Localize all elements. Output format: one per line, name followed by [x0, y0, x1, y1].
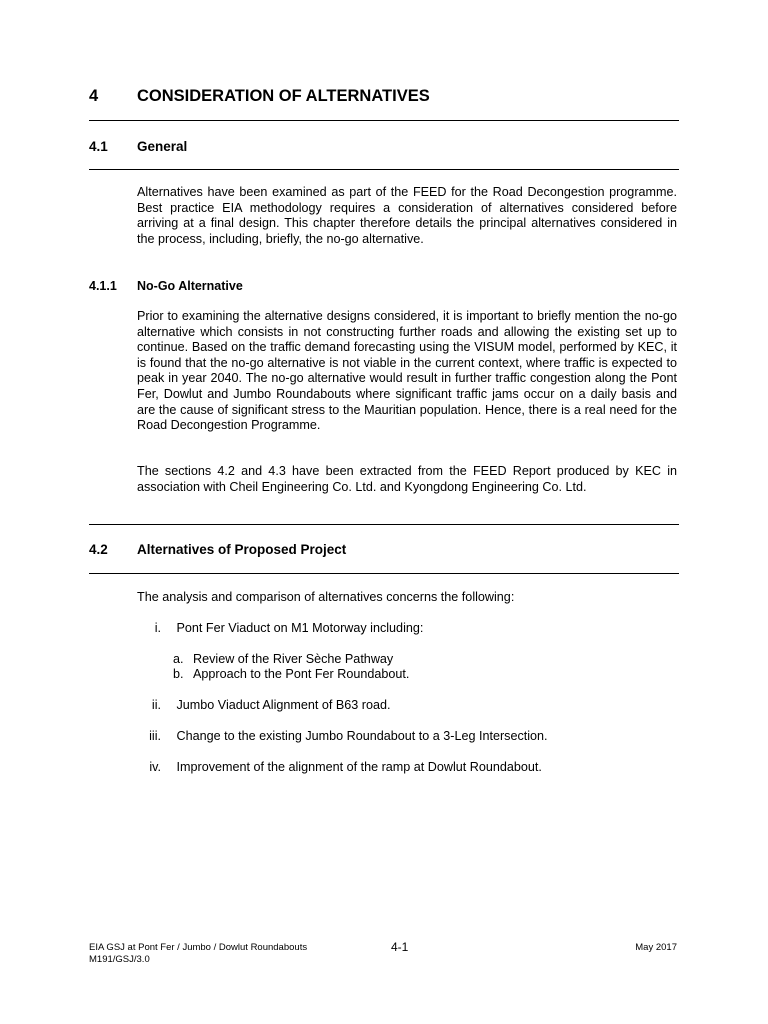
list-subitem-text: Review of the River Sèche Pathway — [193, 652, 394, 666]
list-marker: b. — [173, 667, 184, 681]
alternatives-intro: The analysis and comparison of alternatives concerns the following: — [137, 590, 515, 604]
section-title: General — [137, 139, 188, 154]
list-marker: iii. — [149, 729, 161, 743]
footer-page-number: 4-1 — [391, 940, 409, 954]
list-subitem — [173, 652, 393, 666]
footer-doc-title: EIA GSJ at Pont Fer / Jumbo / Dowlut Roundabouts — [89, 942, 308, 953]
subsection-number: 4.1.1 — [89, 279, 117, 293]
sections-source-paragraph: The sections 4.2 and 4.3 have been extracted from the FEED Report produced by KEC in association with Cheil Engineering Co. Ltd. and Kyongdong Engineering Co. Ltd. — [137, 464, 677, 494]
list-item — [137, 698, 391, 712]
list-marker: i. — [154, 621, 161, 635]
list-subitem-text: Approach to the Pont Fer Roundabout. — [193, 667, 410, 681]
list-marker: a. — [173, 652, 184, 666]
divider-rule — [89, 573, 679, 574]
chapter-title: CONSIDERATION OF ALTERNATIVES — [137, 87, 430, 105]
footer-date: May 2017 — [635, 942, 677, 953]
general-paragraph: Alternatives have been examined as part of the FEED for the Road Decongestion programme. Best practice EIA methodology requires a consideration of alternatives considered before arriving at a final design. This chapter therefore details the principal alternatives considered in the process, including, briefly, the no-go alternative. — [137, 185, 677, 246]
list-item — [137, 760, 542, 774]
no-go-paragraph: Prior to examining the alternative designs considered, it is important to briefly mention the no-go alternative which consists in not constructing further roads and allowing the existing set up to continue. Based on the traffic demand forecasting using the VISUM model, performed by KEC, it is found that the no-go alternative is not viable in the current context, where traffic is expected to peak in year 2040. The no-go alternative would result in further traffic congestion along the Pont Fer, Dowlut and Jumbo Roundabouts where significant traffic jams occur on a daily basis and are the cause of significant stress to the Mauritian population. Hence, there is a real need for the Road Decongestion Programme. — [137, 309, 677, 433]
section-title: Alternatives of Proposed Project — [137, 542, 347, 557]
list-item — [137, 729, 548, 743]
list-item-text: Improvement of the alignment of the ramp at Dowlut Roundabout. — [176, 760, 542, 774]
list-item-text: Jumbo Viaduct Alignment of B63 road. — [176, 698, 391, 712]
list-item — [137, 621, 423, 635]
footer-doc-ref: M191/GSJ/3.0 — [89, 954, 150, 965]
section-number: 4.1 — [89, 139, 108, 154]
subsection-title: No-Go Alternative — [137, 279, 243, 293]
divider-rule — [89, 169, 679, 170]
divider-rule — [89, 524, 679, 525]
list-item-text: Pont Fer Viaduct on M1 Motorway including: — [176, 621, 424, 635]
chapter-number: 4 — [89, 87, 99, 105]
list-item-text: Change to the existing Jumbo Roundabout to a 3-Leg Intersection. — [176, 729, 548, 743]
divider-rule — [89, 120, 679, 121]
list-marker: ii. — [151, 698, 161, 712]
section-number: 4.2 — [89, 542, 108, 557]
list-marker: iv. — [149, 760, 161, 774]
list-subitem — [173, 667, 409, 681]
